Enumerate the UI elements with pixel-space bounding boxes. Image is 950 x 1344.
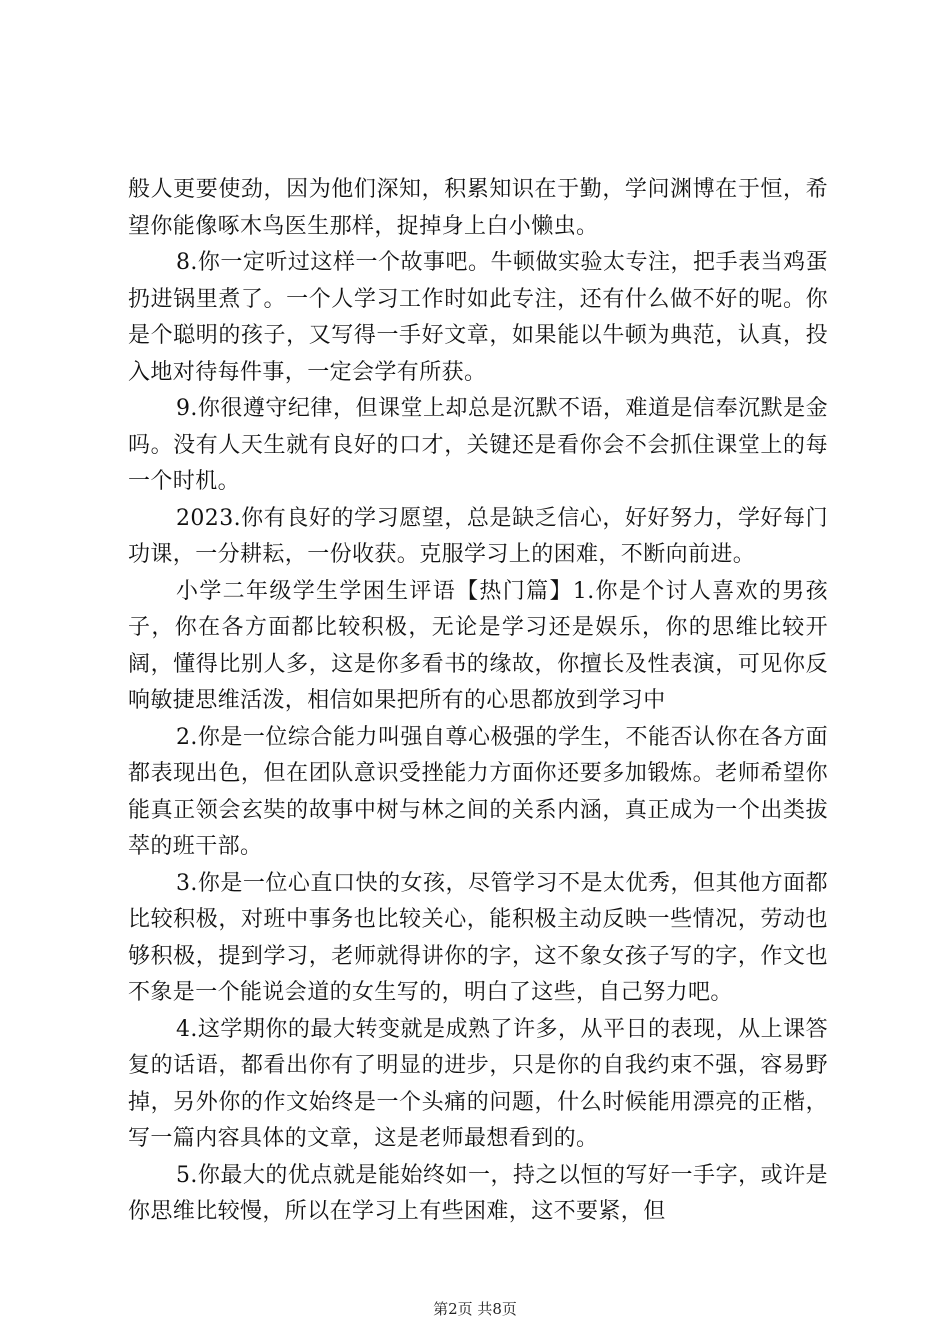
paragraph-comment-3: 3.你是一位心直口快的女孩，尽管学习不是太优秀，但其他方面都比较积极，对班中事务也比较关心，能积极主动反映一些情况，劳动也够积极，提到学习，老师就得讲你的字，这不象女孩子写的字，作文也不象是一个能说会道的女生写的，明白了这些，自己努力吧。 (128, 870, 828, 1005)
paragraph-comment-5: 5.你最大的优点就是能始终如一，持之以恒的写好一手字，或许是你思维比较慢，所以在学习上有些困难，这不要紧，但 (128, 1162, 828, 1224)
paragraph-continuation: 般人更要使劲，因为他们深知，积累知识在于勤，学问渊博在于恒，希望你能像啄木鸟医生那样，捉掉身上白小懒虫。 (128, 177, 828, 239)
paragraph-comment-2: 2.你是一位综合能力叫强自尊心极强的学生，不能否认你在各方面都表现出色，但在团队意识受挫能力方面你还要多加锻炼。老师希望你能真正领会玄奘的故事中树与林之间的关系内涵，真正成为一个出类拔萃的班干部。 (128, 724, 828, 859)
paragraph-comment-9: 9.你很遵守纪律，但课堂上却总是沉默不语，难道是信奉沉默是金吗。没有人天生就有良好的口才，关键还是看你会不会抓住课堂上的每一个时机。 (128, 396, 828, 494)
paragraph-comment-4: 4.这学期你的最大转变就是成熟了许多，从平日的表现，从上课答复的话语，都看出你有了明显的进步，只是你的自我约束不强，容易野掉，另外你的作文始终是一个头痛的问题，什么时候能用漂亮的正楷，写一篇内容具体的文章，这是老师最想看到的。 (128, 1016, 828, 1151)
document-body (128, 172, 828, 1231)
paragraph-comment-2023: 2023.你有良好的学习愿望，总是缺乏信心，好好努力，学好每门功课，一分耕耘，一份收获。克服学习上的困难，不断向前进。 (128, 505, 828, 567)
paragraph-comment-8: 8.你一定听过这样一个故事吧。牛顿做实验太专注，把手表当鸡蛋扔进锅里煮了。一个人学习工作时如此专注，还有什么做不好的呢。你是个聪明的孩子，又写得一手好文章，如果能以牛顿为典范，认真，投入地对待每件事，一定会学有所获。 (128, 250, 828, 385)
paragraph-section-hot-comment-1: 小学二年级学生学困生评语【热门篇】1.你是个讨人喜欢的男孩子，你在各方面都比较积极，无论是学习还是娱乐，你的思维比较开阔，懂得比别人多，这是你多看书的缘故，你擅长及性表演，可见你反响敏捷思维活泼，相信如果把所有的心思都放到学习中 (128, 578, 828, 713)
page-number-footer: 第2页 共8页 (433, 1300, 517, 1318)
